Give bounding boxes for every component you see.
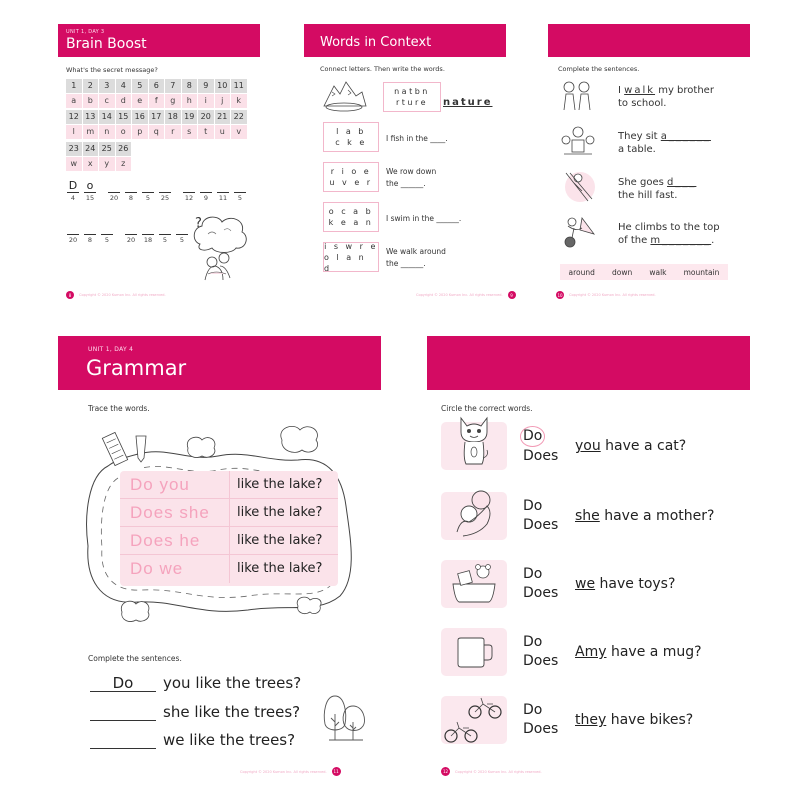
letter-row-bottom: u v e r [329, 178, 373, 187]
message-word [107, 180, 172, 202]
cipher-letter: k [231, 94, 247, 108]
cipher-letter: r [165, 125, 181, 139]
sentence-rest: you like the trees? [163, 674, 302, 692]
sentence: He climbs to the top of the m_______. [618, 222, 720, 246]
cipher-number: 2 [83, 79, 99, 93]
page-footer [66, 291, 166, 299]
sentence-line: the ______. [386, 259, 426, 268]
letter-connect-box[interactable] [323, 242, 379, 272]
cipher-number: 23 [66, 142, 82, 156]
cipher-letter: s [182, 125, 198, 139]
message-word [124, 222, 189, 244]
sentence [386, 246, 446, 270]
cipher-number: 17 [149, 110, 165, 124]
trees-icon [323, 694, 369, 746]
page-number: 12 [442, 769, 449, 774]
cipher-letter: t [198, 125, 214, 139]
cipher-number: 26 [116, 142, 132, 156]
sentence-rest: like the lake? [237, 505, 323, 520]
cipher-letter: m [83, 125, 99, 139]
cipher-letter: z [116, 157, 132, 171]
page-title: Words in Context [320, 35, 432, 50]
cipher-grid-row1 [66, 79, 247, 108]
cipher-letter: i [198, 94, 214, 108]
children-under-tree-illustration [190, 214, 250, 284]
option-does[interactable]: Does [523, 721, 559, 737]
copyright: Copyright © 2020 Kumon Inc. All rights reserved. [455, 769, 542, 774]
sentence-rest: like the lake? [237, 533, 323, 548]
message-word [66, 222, 114, 244]
copyright: Copyright © 2020 Kumon Inc. All rights reserved. [569, 293, 656, 297]
sentence-line: We walk around [386, 247, 446, 256]
sentence-rest: like the lake? [237, 561, 323, 576]
letter-slot[interactable]: 20 [126, 236, 136, 244]
cipher-number: 12 [66, 110, 82, 124]
two-kids-walking-illustration [560, 80, 594, 114]
page-circle-words [427, 336, 750, 790]
instruction: Trace the words. [88, 404, 150, 413]
subject: we [575, 576, 596, 592]
trace-table [120, 471, 338, 586]
trace-row [120, 527, 338, 555]
word-bank-item: down [612, 267, 633, 277]
mug-icon [455, 636, 495, 670]
cipher-number: 22 [231, 110, 247, 124]
sentence-line: I fish in the ____. [386, 134, 448, 143]
bikes-icon [441, 692, 507, 748]
page-title: Grammar [86, 356, 187, 380]
letter-slot[interactable]: 5 [233, 180, 247, 202]
page-complete-sentences [548, 24, 750, 306]
page-header [427, 336, 750, 390]
page-number: 8 [66, 291, 74, 299]
cipher-letter: w [66, 157, 82, 171]
word-bank-item: walk [649, 267, 667, 277]
child-climbing-illustration [560, 214, 596, 250]
option-do[interactable]: Do [523, 498, 543, 514]
letter-row-bottom: c k e [335, 138, 367, 147]
cipher-number: 3 [99, 79, 115, 93]
question: we have toys? [575, 576, 676, 592]
cat-picture [441, 422, 507, 470]
question-mark: ? [195, 216, 202, 231]
option-does[interactable]: Does [523, 585, 559, 601]
cipher-grid-row3 [66, 142, 131, 171]
mother-hug-picture [441, 492, 507, 540]
sentence [386, 213, 461, 225]
letter-row-bottom: o l a n d [324, 252, 367, 273]
letter-row-top: natbn [394, 87, 430, 96]
answer-blank[interactable]: d___ [667, 177, 697, 188]
choice-options [523, 633, 575, 671]
cipher-letter: p [132, 125, 148, 139]
circle-row [441, 628, 702, 676]
choice-options [523, 565, 575, 603]
letter-slot[interactable]: 8 [124, 180, 138, 202]
page-grammar [58, 336, 381, 790]
page-footer [556, 291, 656, 299]
letter-connect-box[interactable] [383, 82, 441, 112]
cipher-number: 11 [231, 79, 247, 93]
sentence [386, 133, 448, 145]
cipher-number: 18 [165, 110, 181, 124]
instruction: Complete the sentences. [88, 654, 182, 663]
question: Amy have a mug? [575, 644, 702, 660]
cipher-number: 4 [116, 79, 132, 93]
page-footer [416, 291, 516, 299]
instruction: Connect letters. Then write the words. [320, 65, 445, 73]
cipher-letter: b [83, 94, 99, 108]
cipher-number: 21 [215, 110, 231, 124]
cipher-number: 6 [149, 79, 165, 93]
instruction: Complete the sentences. [558, 65, 640, 73]
sentence-rest: she like the trees? [163, 703, 301, 721]
copyright: Copyright © 2020 Kumon Inc. All rights reserved. [240, 769, 327, 774]
cipher-number: 20 [198, 110, 214, 124]
letter-slot[interactable]: 5 [141, 180, 155, 202]
letter-connect-box[interactable] [323, 162, 379, 192]
subject: you [575, 438, 601, 454]
page-title: Brain Boost [66, 36, 147, 52]
page-number: 10 [557, 292, 563, 298]
word-bank-item: mountain [683, 267, 720, 277]
example-answer: nature [443, 97, 493, 108]
letter-connect-box[interactable] [323, 122, 379, 152]
cipher-letter: o [116, 125, 132, 139]
page-number: 9 [508, 291, 516, 299]
cipher-number: 5 [132, 79, 148, 93]
circle-row [441, 422, 686, 470]
copyright: Copyright © 2020 Kumon Inc. All rights reserved. [79, 293, 166, 297]
trace-word[interactable]: Do we [120, 555, 230, 583]
cipher-letter: n [99, 125, 115, 139]
letter-slot[interactable]: 5 [158, 222, 172, 244]
letter-slot[interactable]: 5 [175, 222, 189, 244]
unit-label: UNIT 1, DAY 4 [88, 346, 134, 353]
cipher-number: 15 [116, 110, 132, 124]
sentence-line: I swim in the ______. [386, 214, 462, 223]
letter-slot[interactable]: 12 [184, 194, 194, 202]
cipher-letter: c [99, 94, 115, 108]
answer-blank[interactable] [90, 720, 156, 721]
cipher-letter: y [99, 157, 115, 171]
circle-row [441, 492, 714, 540]
cipher-letter: a [66, 94, 82, 108]
cipher-letter: e [132, 94, 148, 108]
letter-slot[interactable]: 25 [160, 194, 170, 202]
page-header [548, 24, 750, 57]
sentence-rest: we like the trees? [163, 731, 296, 749]
sentence-rest: like the lake? [237, 477, 323, 492]
letter-row-top: o c a b [328, 207, 374, 216]
complete-sentence-row [90, 731, 295, 749]
word-bank-item: around [568, 267, 595, 277]
toy-basket-picture [441, 560, 507, 608]
mother-hugging-child-icon [449, 488, 499, 540]
cipher-letter: l [66, 125, 82, 139]
page-footer [240, 767, 341, 776]
sentence: I walk my brother to school. [618, 85, 714, 109]
cipher-number: 24 [83, 142, 99, 156]
complete-sentence-row [90, 703, 300, 721]
sentence-line: the ______. [386, 179, 426, 188]
choice-options [523, 426, 575, 466]
letter-row-top: r i o e [330, 167, 372, 176]
cipher-letter: j [215, 94, 231, 108]
letter-slot[interactable]: 5 [100, 222, 114, 244]
copyright: Copyright © 2020 Kumon Inc. All rights reserved. [416, 293, 503, 297]
mug-picture [441, 628, 507, 676]
letter-slot[interactable]: D 4 [68, 179, 78, 202]
choice-options [523, 497, 575, 535]
page-brain-boost [58, 24, 260, 306]
answer-blank[interactable] [90, 748, 156, 749]
kids-at-table-illustration [560, 124, 596, 158]
page-header [58, 24, 260, 57]
choice-options [523, 701, 575, 739]
complete-sentence-row [90, 674, 301, 692]
answer-blank[interactable]: a______ [660, 131, 711, 142]
instruction: What's the secret message? [66, 66, 158, 74]
cipher-letter: u [215, 125, 231, 139]
answer-word[interactable]: walk [624, 85, 656, 96]
sentence: She goes d___ the hill fast. [618, 177, 697, 201]
word-bank [560, 264, 728, 280]
letter-row-bottom: k e a n [328, 218, 374, 227]
secret-message-line2 [66, 216, 202, 244]
child-sledding-illustration [560, 169, 596, 205]
page-footer [441, 767, 542, 776]
answer-blank[interactable]: m_______ [650, 235, 712, 246]
letter-row-bottom: rture [395, 98, 429, 107]
trace-word[interactable]: Does she [120, 499, 230, 526]
option-does[interactable]: Does [523, 653, 559, 669]
subject: Amy [575, 644, 607, 660]
secret-message-line1 [66, 180, 247, 202]
cat-icon [457, 414, 491, 468]
unit-label: UNIT 1, DAY 3 [66, 29, 105, 35]
cipher-number: 8 [182, 79, 198, 93]
letter-slot[interactable]: 20 [68, 236, 78, 244]
letter-slot[interactable]: 20 [109, 194, 119, 202]
letter-row-top: i s w r e [324, 241, 378, 251]
trace-row [120, 471, 338, 499]
option-do[interactable]: Do [523, 634, 543, 650]
message-word [66, 180, 97, 202]
trace-row [120, 499, 338, 527]
cipher-grid-row2 [66, 110, 247, 139]
cipher-number: 14 [99, 110, 115, 124]
option-do-circled[interactable]: Do [520, 426, 545, 447]
option-does[interactable]: Does [523, 517, 559, 533]
toy-basket-icon [449, 562, 499, 604]
circle-row [441, 560, 675, 608]
cipher-letter: g [165, 94, 181, 108]
letter-slot[interactable]: 8 [83, 222, 97, 244]
option-do[interactable]: Do [523, 566, 543, 582]
sentence: They sit a______ a table. [618, 131, 711, 155]
question: she have a mother? [575, 508, 715, 524]
letter-slot[interactable]: 11 [218, 194, 228, 202]
cipher-number: 10 [215, 79, 231, 93]
instruction: Circle the correct words. [441, 404, 533, 413]
cipher-letter: x [83, 157, 99, 171]
cipher-letter: d [116, 94, 132, 108]
option-does[interactable]: Does [523, 448, 559, 464]
letter-row-top: l a b [336, 127, 366, 136]
message-word [182, 180, 247, 202]
trace-word[interactable]: Does he [120, 527, 230, 554]
question: they have bikes? [575, 712, 694, 728]
cipher-number: 16 [132, 110, 148, 124]
letter-slot[interactable]: 18 [143, 236, 153, 244]
letter-slot[interactable]: o 15 [85, 179, 95, 202]
letter-slot[interactable]: 9 [199, 180, 213, 202]
trace-row [120, 555, 338, 583]
cipher-letter: h [182, 94, 198, 108]
bikes-picture [441, 696, 507, 744]
cipher-letter: f [149, 94, 165, 108]
letter-connect-box[interactable] [323, 202, 379, 232]
page-words-in-context [304, 24, 513, 306]
cipher-number: 13 [83, 110, 99, 124]
sentence [386, 166, 436, 190]
subject: she [575, 508, 600, 524]
page-header [304, 24, 506, 57]
circle-row [441, 696, 693, 744]
cipher-number: 7 [165, 79, 181, 93]
cipher-letter: q [149, 125, 165, 139]
cipher-letter: v [231, 125, 247, 139]
page-number: 11 [333, 769, 339, 774]
cipher-number: 19 [182, 110, 198, 124]
sentence-line: We row down [386, 167, 437, 176]
trace-word[interactable]: Do you [120, 471, 230, 498]
answer-blank[interactable]: Do [90, 675, 156, 692]
question: you have a cat? [575, 438, 687, 454]
page-header [58, 336, 381, 390]
mountain-illustration [322, 78, 366, 112]
cipher-number: 9 [198, 79, 214, 93]
cipher-number: 25 [99, 142, 115, 156]
cipher-number: 1 [66, 79, 82, 93]
subject: they [575, 712, 607, 728]
option-do[interactable]: Do [523, 702, 543, 718]
